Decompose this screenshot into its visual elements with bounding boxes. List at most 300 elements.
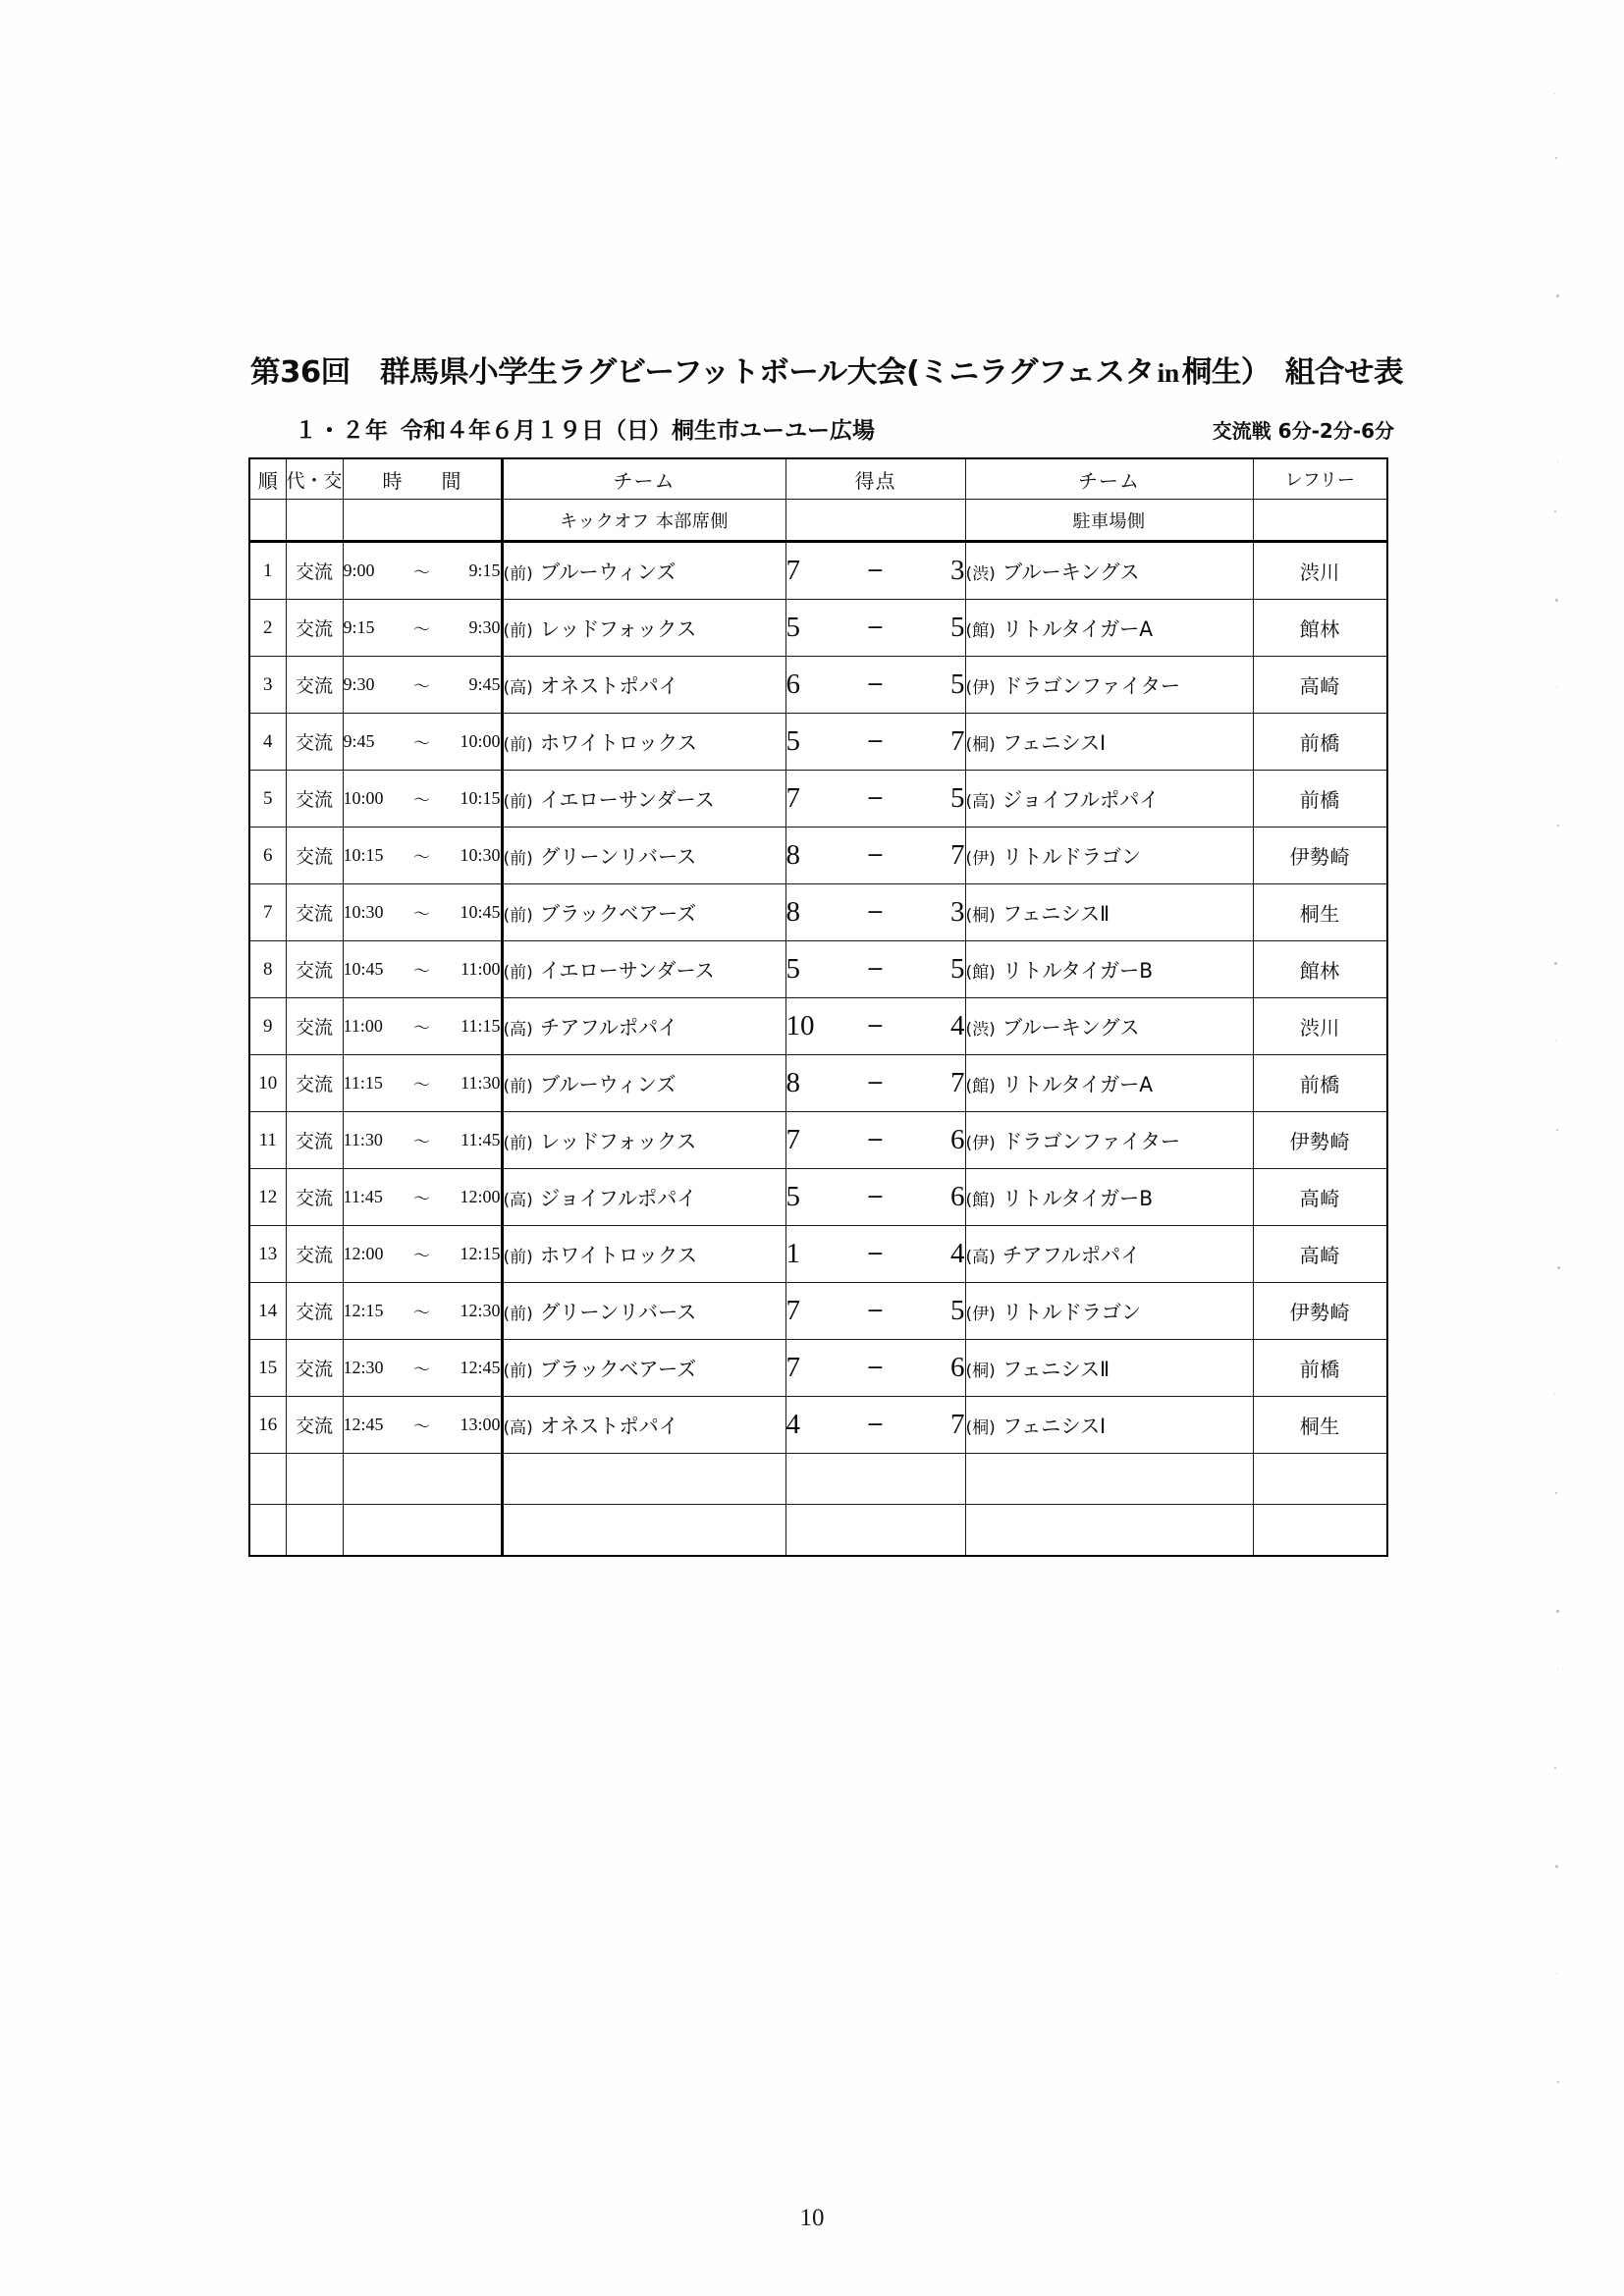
- blank-cell-time: [343, 1454, 502, 1505]
- home-club-tag: (前): [503, 1304, 533, 1324]
- cell-match-no: 6: [249, 828, 286, 884]
- title-main-text: 第36回 群馬県小学生ラグビーフットボール大会(ミニラグフェスタ: [250, 355, 1155, 391]
- scan-artifact: [1554, 962, 1557, 965]
- blank-cell-team-home: [502, 1454, 785, 1505]
- scan-artifact: [1554, 93, 1555, 94]
- home-club-tag: (前): [503, 563, 533, 584]
- match-start-time: 12:15: [343, 1301, 384, 1320]
- cell-match-time: [343, 828, 502, 884]
- blank-cell-type: [286, 1505, 343, 1557]
- cell-team-home: [502, 1340, 785, 1397]
- cell-score: [785, 1169, 965, 1226]
- away-club-tag: (渋): [965, 1019, 996, 1040]
- score-away: 5: [950, 953, 965, 985]
- score-separator: −: [866, 1185, 885, 1209]
- time-range-separator: 〜: [413, 1417, 430, 1437]
- home-club-tag: (高): [503, 1190, 533, 1210]
- match-start-time: 10:45: [343, 959, 384, 979]
- time-range-separator: 〜: [413, 1133, 430, 1152]
- home-team-name: レッドフォックス: [539, 1129, 697, 1153]
- score-separator: −: [866, 1299, 885, 1323]
- cell-team-away: [965, 542, 1253, 600]
- cell-match-no: 7: [249, 884, 286, 941]
- header-cell-team-away: チーム: [965, 458, 1253, 500]
- score-away: 6: [950, 1181, 965, 1212]
- header-cell-time: 時 間: [343, 458, 502, 500]
- scan-artifact: [1557, 825, 1559, 827]
- cell-match-time: [343, 1226, 502, 1283]
- cell-match-no: 11: [249, 1112, 286, 1169]
- table-row: [249, 1226, 1387, 1283]
- scan-artifact: [1557, 1266, 1560, 1269]
- match-end-time: 10:15: [460, 788, 501, 808]
- cell-score: [785, 1340, 965, 1397]
- cell-match-no: 16: [249, 1397, 286, 1454]
- score-home: 7: [785, 1352, 800, 1383]
- cell-team-away: [965, 998, 1253, 1055]
- match-start-time: 9:00: [343, 561, 375, 580]
- cell-referee: 高崎: [1253, 657, 1387, 714]
- score-home: 5: [785, 953, 800, 985]
- match-end-time: 11:15: [460, 1016, 501, 1036]
- cell-team-away: [965, 828, 1253, 884]
- cell-score: [785, 1112, 965, 1169]
- away-team-name: フェニシスⅠ: [1001, 1414, 1106, 1438]
- time-range-separator: 〜: [413, 1190, 430, 1209]
- score-away: 5: [950, 782, 965, 814]
- away-club-tag: (伊): [965, 677, 996, 698]
- cell-score: [785, 941, 965, 998]
- away-club-tag: (館): [965, 962, 996, 983]
- cell-match-no: 10: [249, 1055, 286, 1112]
- time-range-separator: 〜: [413, 1361, 430, 1380]
- match-end-time: 9:15: [468, 561, 501, 580]
- cell-referee: 前橋: [1253, 1340, 1387, 1397]
- cell-team-home: [502, 542, 785, 600]
- time-range-separator: 〜: [413, 677, 430, 697]
- page-title: [250, 347, 1412, 391]
- table-row: [249, 884, 1387, 941]
- away-club-tag: (伊): [965, 1304, 996, 1324]
- home-team-name: チアフルポパイ: [539, 1015, 678, 1040]
- cell-match-type: 交流: [286, 657, 343, 714]
- time-range-separator: 〜: [413, 1304, 430, 1323]
- cell-team-away: [965, 1169, 1253, 1226]
- away-team-name: リトルタイガーB: [1001, 958, 1153, 983]
- match-start-time: 11:45: [343, 1187, 383, 1206]
- score-home: 5: [785, 1181, 800, 1212]
- match-start-time: 10:30: [343, 902, 384, 922]
- cell-team-home: [502, 1055, 785, 1112]
- score-away: 7: [950, 725, 965, 757]
- cell-match-time: [343, 1112, 502, 1169]
- cell-referee: 館林: [1253, 600, 1387, 657]
- home-club-tag: (高): [503, 677, 533, 698]
- score-home: 8: [785, 839, 800, 871]
- table-row: [249, 941, 1387, 998]
- away-team-name: リトルタイガーB: [1001, 1186, 1153, 1210]
- cell-match-type: 交流: [286, 1340, 343, 1397]
- home-team-name: イエローサンダース: [539, 787, 715, 812]
- cell-score: [785, 771, 965, 828]
- date-venue-label: 令和４年６月１９日（日）桐生市ユーユー広場: [401, 418, 875, 444]
- score-home: 7: [785, 1124, 800, 1155]
- home-team-name: ホワイトロックス: [539, 730, 697, 755]
- cell-match-time: [343, 542, 502, 600]
- away-club-tag: (桐): [965, 734, 996, 755]
- cell-team-home: [502, 657, 785, 714]
- score-home: 8: [785, 1067, 800, 1098]
- match-end-time: 13:00: [460, 1415, 501, 1434]
- cell-match-no: 3: [249, 657, 286, 714]
- home-club-tag: (前): [503, 1076, 533, 1096]
- table-row: [249, 1112, 1387, 1169]
- cell-team-home: [502, 1397, 785, 1454]
- home-club-tag: (高): [503, 1417, 533, 1438]
- home-team-name: オネストポパイ: [539, 673, 678, 698]
- cell-match-no: 15: [249, 1340, 286, 1397]
- cell-score: [785, 714, 965, 771]
- cell-team-away: [965, 941, 1253, 998]
- home-club-tag: (前): [503, 734, 533, 755]
- match-end-time: 12:45: [460, 1358, 501, 1377]
- time-range-separator: 〜: [413, 791, 430, 811]
- away-club-tag: (渋): [965, 563, 996, 584]
- score-away: 5: [950, 668, 965, 700]
- away-club-tag: (館): [965, 1076, 996, 1096]
- scan-artifact: [1556, 294, 1559, 297]
- table-row: [249, 1055, 1387, 1112]
- cell-team-home: [502, 600, 785, 657]
- away-team-name: フェニシスⅡ: [1001, 1357, 1110, 1381]
- cell-match-no: 14: [249, 1283, 286, 1340]
- blank-cell-referee: [1253, 1505, 1387, 1557]
- cell-referee: 高崎: [1253, 1169, 1387, 1226]
- title-tail-text: 桐生） 組合せ表: [1181, 355, 1404, 391]
- match-format-label: 交流戦 6分-2分-6分: [1212, 419, 1394, 443]
- cell-referee: 伊勢崎: [1253, 1112, 1387, 1169]
- match-end-time: 10:00: [460, 731, 501, 751]
- table-blank-row: [249, 1505, 1387, 1557]
- away-team-name: ジョイフルポパイ: [1001, 787, 1160, 812]
- away-team-name: フェニシスⅠ: [1001, 730, 1106, 755]
- subheader-cell-time: [343, 500, 502, 542]
- score-home: 6: [785, 668, 800, 700]
- cell-score: [785, 657, 965, 714]
- score-home: 8: [785, 896, 800, 928]
- header-cell-referee: レフリー: [1253, 458, 1387, 500]
- score-away: 5: [950, 612, 965, 643]
- blank-cell-team-home: [502, 1505, 785, 1557]
- match-start-time: 12:30: [343, 1358, 384, 1377]
- cell-team-home: [502, 884, 785, 941]
- scan-artifact: [1557, 2081, 1559, 2083]
- match-end-time: 12:00: [460, 1187, 501, 1206]
- away-team-name: ブルーキングス: [1001, 560, 1140, 584]
- cell-score: [785, 828, 965, 884]
- table-row: [249, 714, 1387, 771]
- away-team-name: リトルタイガーA: [1001, 1072, 1153, 1096]
- cell-match-type: 交流: [286, 828, 343, 884]
- score-home: 5: [785, 612, 800, 643]
- match-end-time: 11:45: [460, 1130, 501, 1149]
- cell-match-no: 1: [249, 542, 286, 600]
- time-range-separator: 〜: [413, 620, 430, 640]
- cell-score: [785, 884, 965, 941]
- cell-team-away: [965, 600, 1253, 657]
- match-end-time: 9:30: [468, 617, 501, 637]
- score-away: 7: [950, 1409, 965, 1440]
- match-start-time: 9:15: [343, 617, 375, 637]
- scan-artifact: [1554, 1394, 1555, 1395]
- cell-match-time: [343, 714, 502, 771]
- cell-match-no: 5: [249, 771, 286, 828]
- cell-score: [785, 542, 965, 600]
- match-end-time: 10:45: [460, 902, 501, 922]
- cell-referee: 前橋: [1253, 1055, 1387, 1112]
- home-team-name: グリーンリバース: [539, 844, 697, 869]
- blank-cell-referee: [1253, 1454, 1387, 1505]
- away-club-tag: (桐): [965, 1361, 996, 1381]
- cell-match-no: 13: [249, 1226, 286, 1283]
- score-away: 4: [950, 1010, 965, 1041]
- cell-referee: 前橋: [1253, 714, 1387, 771]
- header-cell-team-home: チーム: [502, 458, 785, 500]
- subtitle-bar: [295, 412, 1394, 446]
- home-club-tag: (前): [503, 1247, 533, 1267]
- home-club-tag: (前): [503, 1361, 533, 1381]
- table-row: [249, 998, 1387, 1055]
- cell-match-time: [343, 1169, 502, 1226]
- score-away: 6: [950, 1352, 965, 1383]
- grade-label: １・２年: [295, 418, 389, 444]
- match-start-time: 10:15: [343, 845, 384, 865]
- score-separator: −: [866, 957, 885, 982]
- home-team-name: イエローサンダース: [539, 958, 715, 983]
- cell-match-no: 12: [249, 1169, 286, 1226]
- blank-cell-no: [249, 1454, 286, 1505]
- home-club-tag: (前): [503, 1133, 533, 1153]
- match-start-time: 10:00: [343, 788, 384, 808]
- scan-artifact: [1555, 1865, 1558, 1868]
- away-club-tag: (館): [965, 1190, 996, 1210]
- time-range-separator: 〜: [413, 1019, 430, 1039]
- cell-match-no: 4: [249, 714, 286, 771]
- scan-artifact: [1556, 1973, 1557, 1974]
- score-away: 6: [950, 1124, 965, 1155]
- scan-artifact: [1555, 157, 1557, 159]
- page-number: 10: [799, 2205, 825, 2231]
- time-range-separator: 〜: [413, 905, 430, 925]
- table-row: [249, 771, 1387, 828]
- time-range-separator: 〜: [413, 848, 430, 868]
- score-home: 7: [785, 1295, 800, 1326]
- score-away: 3: [950, 555, 965, 586]
- cell-match-type: 交流: [286, 1112, 343, 1169]
- title-in-text: in: [1157, 358, 1179, 389]
- score-separator: −: [866, 1242, 885, 1266]
- score-separator: −: [866, 786, 885, 811]
- scan-artifact: [1554, 1767, 1556, 1769]
- cell-team-away: [965, 1226, 1253, 1283]
- subheader-cell-referee: [1253, 500, 1387, 542]
- match-end-time: 11:00: [460, 959, 501, 979]
- score-separator: −: [866, 1128, 885, 1152]
- match-end-time: 11:30: [460, 1073, 501, 1093]
- score-away: 3: [950, 896, 965, 928]
- cell-match-type: 交流: [286, 771, 343, 828]
- cell-match-type: 交流: [286, 1283, 343, 1340]
- score-home: 5: [785, 725, 800, 757]
- scan-artifact: [1556, 1610, 1559, 1613]
- cell-match-time: [343, 600, 502, 657]
- cell-match-time: [343, 1397, 502, 1454]
- cell-team-home: [502, 714, 785, 771]
- cell-team-home: [502, 828, 785, 884]
- home-team-name: ジョイフルポパイ: [539, 1186, 697, 1210]
- score-separator: −: [866, 729, 885, 754]
- cell-team-away: [965, 884, 1253, 941]
- score-separator: −: [866, 1014, 885, 1039]
- away-club-tag: (高): [965, 791, 996, 812]
- cell-match-time: [343, 1340, 502, 1397]
- time-range-separator: 〜: [413, 734, 430, 754]
- home-team-name: レッドフォックス: [539, 616, 697, 641]
- cell-team-home: [502, 998, 785, 1055]
- score-separator: −: [866, 900, 885, 925]
- cell-referee: 渋川: [1253, 998, 1387, 1055]
- cell-team-away: [965, 771, 1253, 828]
- cell-match-type: 交流: [286, 1055, 343, 1112]
- blank-cell-time: [343, 1505, 502, 1557]
- away-team-name: ドラゴンファイター: [1001, 673, 1180, 698]
- score-separator: −: [866, 1356, 885, 1380]
- header-cell-score: 得点: [785, 458, 965, 500]
- cell-referee: 高崎: [1253, 1226, 1387, 1283]
- cell-match-type: 交流: [286, 884, 343, 941]
- cell-team-away: [965, 1283, 1253, 1340]
- match-end-time: 10:30: [460, 845, 501, 865]
- match-schedule-table: [248, 457, 1388, 1557]
- home-club-tag: (前): [503, 848, 533, 869]
- table-row: [249, 1397, 1387, 1454]
- subheader-cell-no: [249, 500, 286, 542]
- cell-team-away: [965, 1340, 1253, 1397]
- cell-match-no: 8: [249, 941, 286, 998]
- table-row: [249, 600, 1387, 657]
- header-cell-no: 順: [249, 458, 286, 500]
- cell-team-home: [502, 941, 785, 998]
- blank-cell-type: [286, 1454, 343, 1505]
- away-team-name: リトルタイガーA: [1001, 616, 1153, 641]
- cell-team-home: [502, 1169, 785, 1226]
- away-club-tag: (伊): [965, 1133, 996, 1153]
- cell-score: [785, 600, 965, 657]
- cell-referee: 桐生: [1253, 1397, 1387, 1454]
- table-row: [249, 1283, 1387, 1340]
- cell-match-type: 交流: [286, 1226, 343, 1283]
- time-range-separator: 〜: [413, 962, 430, 982]
- cell-score: [785, 1397, 965, 1454]
- away-team-name: リトルドラゴン: [1001, 1300, 1141, 1324]
- cell-score: [785, 1055, 965, 1112]
- blank-cell-team-away: [965, 1505, 1253, 1557]
- scan-artifact: [1554, 510, 1556, 512]
- scan-artifact: [1557, 1669, 1558, 1670]
- cell-team-away: [965, 1055, 1253, 1112]
- home-team-name: ブラックベアーズ: [539, 1357, 697, 1381]
- cell-match-type: 交流: [286, 714, 343, 771]
- home-team-name: ブルーウィンズ: [539, 1072, 677, 1096]
- match-end-time: 12:15: [460, 1244, 501, 1263]
- cell-match-type: 交流: [286, 1397, 343, 1454]
- blank-cell-score: [785, 1505, 965, 1557]
- header-cell-type: 代・交: [286, 458, 343, 500]
- match-end-time: 12:30: [460, 1301, 501, 1320]
- cell-match-no: 2: [249, 600, 286, 657]
- score-away: 7: [950, 839, 965, 871]
- score-separator: −: [866, 559, 885, 583]
- cell-match-type: 交流: [286, 1169, 343, 1226]
- home-team-name: ブルーウィンズ: [539, 560, 677, 584]
- away-club-tag: (館): [965, 620, 996, 641]
- home-team-name: ブラックベアーズ: [539, 901, 697, 926]
- home-club-tag: (前): [503, 620, 533, 641]
- match-start-time: 12:00: [343, 1244, 384, 1263]
- away-team-name: フェニシスⅡ: [1001, 901, 1110, 926]
- match-start-time: 9:45: [343, 731, 375, 751]
- home-team-name: グリーンリバース: [539, 1300, 697, 1324]
- score-separator: −: [866, 1071, 885, 1095]
- time-range-separator: 〜: [413, 1076, 430, 1095]
- match-start-time: 9:30: [343, 674, 375, 694]
- cell-referee: 伊勢崎: [1253, 1283, 1387, 1340]
- cell-match-time: [343, 941, 502, 998]
- match-start-time: 11:15: [343, 1073, 383, 1093]
- table-row: [249, 542, 1387, 600]
- match-start-time: 11:00: [343, 1016, 383, 1036]
- cell-team-home: [502, 771, 785, 828]
- score-separator: −: [866, 672, 885, 697]
- match-start-time: 11:30: [343, 1130, 383, 1149]
- time-range-separator: 〜: [413, 563, 430, 583]
- cell-team-away: [965, 714, 1253, 771]
- cell-match-time: [343, 884, 502, 941]
- table-blank-row: [249, 1454, 1387, 1505]
- home-team-name: ホワイトロックス: [539, 1243, 697, 1267]
- blank-cell-no: [249, 1505, 286, 1557]
- cell-team-home: [502, 1283, 785, 1340]
- cell-referee: 館林: [1253, 941, 1387, 998]
- scan-artifact: [1555, 1492, 1557, 1494]
- time-range-separator: 〜: [413, 1247, 430, 1266]
- cell-score: [785, 1283, 965, 1340]
- subheader-side-away: 駐車場側: [965, 500, 1253, 542]
- score-separator: −: [866, 1413, 885, 1437]
- away-club-tag: (高): [965, 1247, 996, 1267]
- away-club-tag: (桐): [965, 1417, 996, 1438]
- score-separator: −: [866, 843, 885, 868]
- blank-cell-team-away: [965, 1454, 1253, 1505]
- match-start-time: 12:45: [343, 1415, 384, 1434]
- score-away: 4: [950, 1238, 965, 1269]
- cell-match-time: [343, 1055, 502, 1112]
- home-club-tag: (前): [503, 962, 533, 983]
- away-team-name: チアフルポパイ: [1001, 1243, 1141, 1267]
- away-club-tag: (伊): [965, 848, 996, 869]
- cell-match-type: 交流: [286, 941, 343, 998]
- table-row: [249, 657, 1387, 714]
